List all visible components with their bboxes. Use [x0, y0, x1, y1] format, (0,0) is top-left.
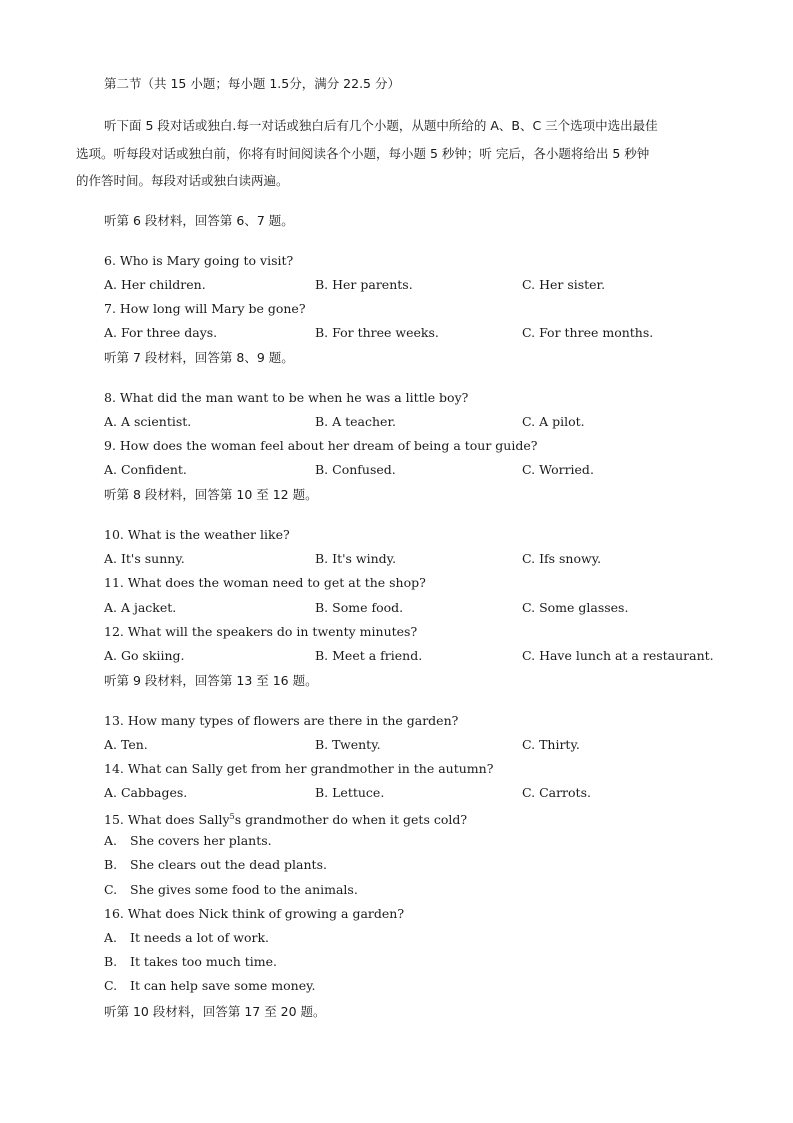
q14-option-b: B. Lettuce.	[315, 785, 385, 800]
q6-question: 6. Who is Mary going to visit?	[104, 253, 294, 268]
section-title: 第二节（共 15 小题；每小题 1.5分，满分 22.5 分）	[104, 76, 400, 91]
q11-option-b: B. Some food.	[315, 600, 404, 615]
q15-option-a-text: She covers her plants.	[130, 833, 272, 848]
q16-option-a-text: It needs a lot of work.	[130, 930, 269, 945]
q16-option-a	[104, 930, 269, 946]
q13-option-b: B. Twenty.	[315, 737, 381, 752]
q11-option-c: C. Some glasses.	[522, 600, 629, 615]
q16-option-b-text: It takes too much time.	[130, 954, 277, 969]
q16-question: 16. What does Nick think of growing a garden?	[104, 906, 405, 921]
instructions-line-3: 的作答时间。每段对话或独白读两遍。	[76, 173, 289, 188]
q15-option-c	[104, 882, 358, 898]
q6-option-a: A. Her children.	[104, 277, 206, 292]
q14-question: 14. What can Sally get from her grandmother in the autumn?	[104, 761, 494, 776]
q15-option-b	[104, 857, 327, 873]
instructions-line-2: 选项。听每段对话或独白前，你将有时间阅读各个小题，每小题 5 秒钟；听 完后，各小题将给出 5 秒钟	[76, 146, 650, 161]
q7-question: 7. How long will Mary be gone?	[104, 301, 306, 316]
passage-7-heading: 听第 7 段材料，回答第 8、9 题。	[104, 350, 294, 365]
passage-9-heading: 听第 9 段材料，回答第 13 至 16 题。	[104, 673, 318, 688]
q10-option-b: B. It's windy.	[315, 551, 397, 566]
passage-6-heading: 听第 6 段材料，回答第 6、7 题。	[104, 213, 294, 228]
q12-question: 12. What will the speakers do in twenty minutes?	[104, 624, 418, 639]
q12-option-a: A. Go skiing.	[104, 648, 185, 663]
q10-option-a: A. It's sunny.	[104, 551, 185, 566]
q7-option-c: C. For three months.	[522, 325, 654, 340]
q16-option-c-letter: C.	[104, 978, 118, 993]
q13-option-c: C. Thirty.	[522, 737, 580, 752]
q9-question: 9. How does the woman feel about her dream of being a tour guide?	[104, 438, 538, 453]
q8-question: 8. What did the man want to be when he was a little boy?	[104, 390, 469, 405]
q9-option-b: B. Confused.	[315, 462, 396, 477]
q15-question-superscript: 5	[229, 812, 235, 821]
q15-option-b-letter: B.	[104, 857, 118, 872]
q8-option-b: B. A teacher.	[315, 414, 397, 429]
q12-option-b: B. Meet a friend.	[315, 648, 423, 663]
q15-question-part-2: s grandmother do when it gets cold?	[234, 812, 468, 828]
q9-option-a: A. Confident.	[104, 462, 187, 477]
q14-option-a: A. Cabbages.	[104, 785, 188, 800]
q13-question: 13. How many types of flowers are there in the garden?	[104, 713, 459, 728]
q16-option-b	[104, 954, 277, 970]
q15-question	[104, 809, 467, 828]
q16-option-a-letter: A.	[104, 930, 118, 945]
q13-option-a: A. Ten.	[104, 737, 148, 752]
instructions-line-1: 听下面 5 段对话或独白.每一对话或独白后有几个小题，从题中所给的 A、B、C 三个选项中选出最佳	[104, 118, 658, 133]
q11-option-a: A. A jacket.	[104, 600, 177, 615]
q15-option-a-letter: A.	[104, 833, 118, 848]
q9-option-c: C. Worried.	[522, 462, 594, 477]
q16-option-c	[104, 978, 316, 994]
q11-question: 11. What does the woman need to get at the shop?	[104, 575, 426, 590]
q15-option-c-letter: C.	[104, 882, 118, 897]
q16-option-c-text: It can help save some money.	[130, 978, 316, 993]
passage-10-heading: 听第 10 段材料，回答第 17 至 20 题。	[104, 1004, 326, 1019]
q7-option-a: A. For three days.	[104, 325, 218, 340]
passage-8-heading: 听第 8 段材料，回答第 10 至 12 题。	[104, 487, 318, 502]
q16-option-b-letter: B.	[104, 954, 118, 969]
q8-option-c: C. A pilot.	[522, 414, 585, 429]
q10-question: 10. What is the weather like?	[104, 527, 290, 542]
q15-option-c-text: She gives some food to the animals.	[130, 882, 358, 897]
q8-option-a: A. A scientist.	[104, 414, 192, 429]
q6-option-b: B. Her parents.	[315, 277, 413, 292]
q7-option-b: B. For three weeks.	[315, 325, 439, 340]
q15-option-a	[104, 833, 272, 849]
q15-option-b-text: She clears out the dead plants.	[130, 857, 327, 872]
q15-question-part-1: 15. What does Sally	[104, 812, 230, 828]
q12-option-c: C. Have lunch at a restaurant.	[522, 648, 714, 663]
q14-option-c: C. Carrots.	[522, 785, 591, 800]
q6-option-c: C. Her sister.	[522, 277, 606, 292]
q10-option-c: C. Ifs snowy.	[522, 551, 602, 566]
